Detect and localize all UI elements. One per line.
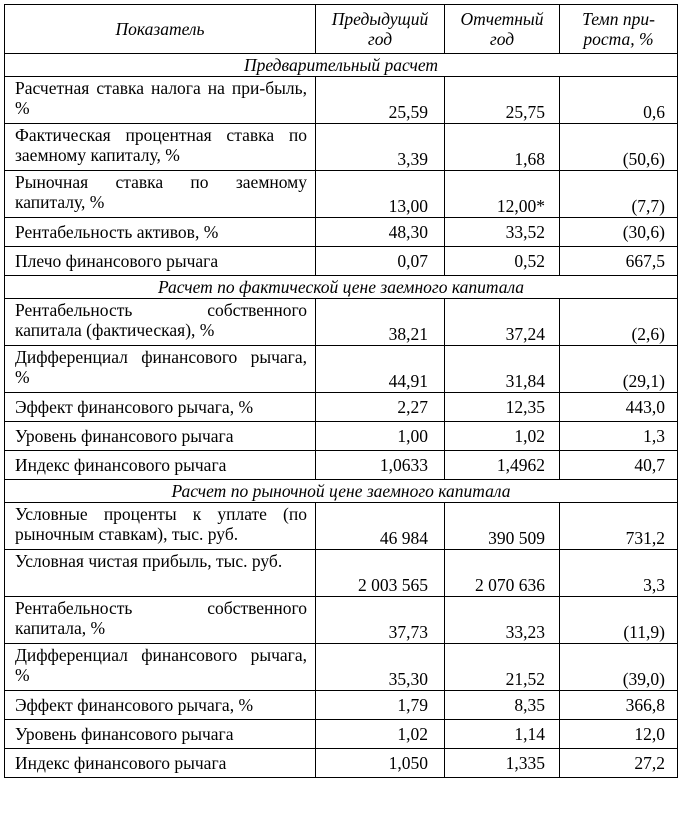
previous-year-value: 1,00 xyxy=(316,422,445,451)
previous-year-value: 35,30 xyxy=(316,644,445,691)
row-label: Рентабельность активов, % xyxy=(5,218,316,247)
table-row xyxy=(5,218,678,247)
reporting-year-value: 1,14 xyxy=(445,720,560,749)
header-growth-line2: роста, % xyxy=(583,29,654,49)
section-header-row xyxy=(5,480,678,503)
section-header-row xyxy=(5,276,678,299)
header-indicator-label: Показатель xyxy=(115,19,205,39)
growth-rate-value: 12,0 xyxy=(560,720,678,749)
reporting-year-value: 12,00* xyxy=(445,171,560,218)
row-label: Условная чистая прибыль, тыс. руб. xyxy=(5,550,316,597)
previous-year-value: 1,050 xyxy=(316,749,445,778)
table-row xyxy=(5,247,678,276)
growth-rate-value: (39,0) xyxy=(560,644,678,691)
table-row xyxy=(5,451,678,480)
reporting-year-value: 33,23 xyxy=(445,597,560,644)
reporting-year-value: 8,35 xyxy=(445,691,560,720)
row-label: Фактическая процентная ставка по заемному капиталу, % xyxy=(5,124,316,171)
growth-rate-value: 443,0 xyxy=(560,393,678,422)
previous-year-value: 44,91 xyxy=(316,346,445,393)
previous-year-value: 2,27 xyxy=(316,393,445,422)
row-label: Плечо финансового рычага xyxy=(5,247,316,276)
previous-year-value: 0,07 xyxy=(316,247,445,276)
growth-rate-value: 667,5 xyxy=(560,247,678,276)
table-row xyxy=(5,77,678,124)
row-label: Эффект финансового рычага, % xyxy=(5,691,316,720)
header-growth-rate xyxy=(560,5,678,54)
growth-rate-value: 0,6 xyxy=(560,77,678,124)
table-row xyxy=(5,299,678,346)
growth-rate-value: (50,6) xyxy=(560,124,678,171)
row-label: Индекс финансового рычага xyxy=(5,749,316,778)
section-title: Расчет по рыночной цене заемного капитала xyxy=(5,480,678,503)
growth-rate-value: 1,3 xyxy=(560,422,678,451)
growth-rate-value: (30,6) xyxy=(560,218,678,247)
reporting-year-value: 1,335 xyxy=(445,749,560,778)
previous-year-value: 1,02 xyxy=(316,720,445,749)
reporting-year-value: 33,52 xyxy=(445,218,560,247)
table-body xyxy=(5,54,678,778)
reporting-year-value: 1,4962 xyxy=(445,451,560,480)
reporting-year-value: 1,02 xyxy=(445,422,560,451)
table-row xyxy=(5,550,678,597)
reporting-year-value: 0,52 xyxy=(445,247,560,276)
section-title: Предварительный расчет xyxy=(5,54,678,77)
previous-year-value: 25,59 xyxy=(316,77,445,124)
table-row xyxy=(5,346,678,393)
header-indicator xyxy=(5,5,316,54)
previous-year-value: 48,30 xyxy=(316,218,445,247)
row-label: Рыночная ставка по заемному капиталу, % xyxy=(5,171,316,218)
row-label: Дифференциал финансового рычага, % xyxy=(5,644,316,691)
table-row xyxy=(5,171,678,218)
previous-year-value: 1,0633 xyxy=(316,451,445,480)
previous-year-value: 2 003 565 xyxy=(316,550,445,597)
reporting-year-value: 12,35 xyxy=(445,393,560,422)
reporting-year-value: 390 509 xyxy=(445,503,560,550)
row-label: Уровень финансового рычага xyxy=(5,720,316,749)
reporting-year-value: 21,52 xyxy=(445,644,560,691)
previous-year-value: 46 984 xyxy=(316,503,445,550)
reporting-year-value: 37,24 xyxy=(445,299,560,346)
growth-rate-value: 366,8 xyxy=(560,691,678,720)
growth-rate-value: 27,2 xyxy=(560,749,678,778)
table-row xyxy=(5,691,678,720)
header-rep-line2: год xyxy=(489,29,515,49)
growth-rate-value: (29,1) xyxy=(560,346,678,393)
financial-leverage-table xyxy=(4,4,678,778)
table-row xyxy=(5,720,678,749)
reporting-year-value: 2 070 636 xyxy=(445,550,560,597)
row-label: Расчетная ставка налога на при-быль, % xyxy=(5,77,316,124)
row-label: Рентабельность собственного капитала, % xyxy=(5,597,316,644)
previous-year-value: 38,21 xyxy=(316,299,445,346)
table-row xyxy=(5,422,678,451)
growth-rate-value: (11,9) xyxy=(560,597,678,644)
reporting-year-value: 25,75 xyxy=(445,77,560,124)
reporting-year-value: 1,68 xyxy=(445,124,560,171)
table-row xyxy=(5,749,678,778)
growth-rate-value: 3,3 xyxy=(560,550,678,597)
table-row xyxy=(5,503,678,550)
growth-rate-value: 731,2 xyxy=(560,503,678,550)
row-label: Эффект финансового рычага, % xyxy=(5,393,316,422)
reporting-year-value: 31,84 xyxy=(445,346,560,393)
section-title: Расчет по фактической цене заемного капитала xyxy=(5,276,678,299)
header-prev-line2: год xyxy=(367,29,393,49)
table-row xyxy=(5,124,678,171)
row-label: Индекс финансового рычага xyxy=(5,451,316,480)
row-label: Условные проценты к уплате (по рыночным ставкам), тыс. руб. xyxy=(5,503,316,550)
previous-year-value: 37,73 xyxy=(316,597,445,644)
growth-rate-value: (7,7) xyxy=(560,171,678,218)
previous-year-value: 1,79 xyxy=(316,691,445,720)
header-reporting-year xyxy=(445,5,560,54)
table-row xyxy=(5,597,678,644)
table-row xyxy=(5,644,678,691)
header-rep-line1: Отчетный xyxy=(460,9,544,29)
growth-rate-value: (2,6) xyxy=(560,299,678,346)
header-previous-year xyxy=(316,5,445,54)
table-row xyxy=(5,393,678,422)
header-row xyxy=(5,5,678,54)
previous-year-value: 3,39 xyxy=(316,124,445,171)
growth-rate-value: 40,7 xyxy=(560,451,678,480)
row-label: Рентабельность собственного капитала (фактическая), % xyxy=(5,299,316,346)
previous-year-value: 13,00 xyxy=(316,171,445,218)
row-label: Уровень финансового рычага xyxy=(5,422,316,451)
header-growth-line1: Темп при- xyxy=(582,9,655,29)
row-label: Дифференциал финансового рычага, % xyxy=(5,346,316,393)
header-prev-line1: Предыдущий xyxy=(331,9,429,29)
section-header-row xyxy=(5,54,678,77)
